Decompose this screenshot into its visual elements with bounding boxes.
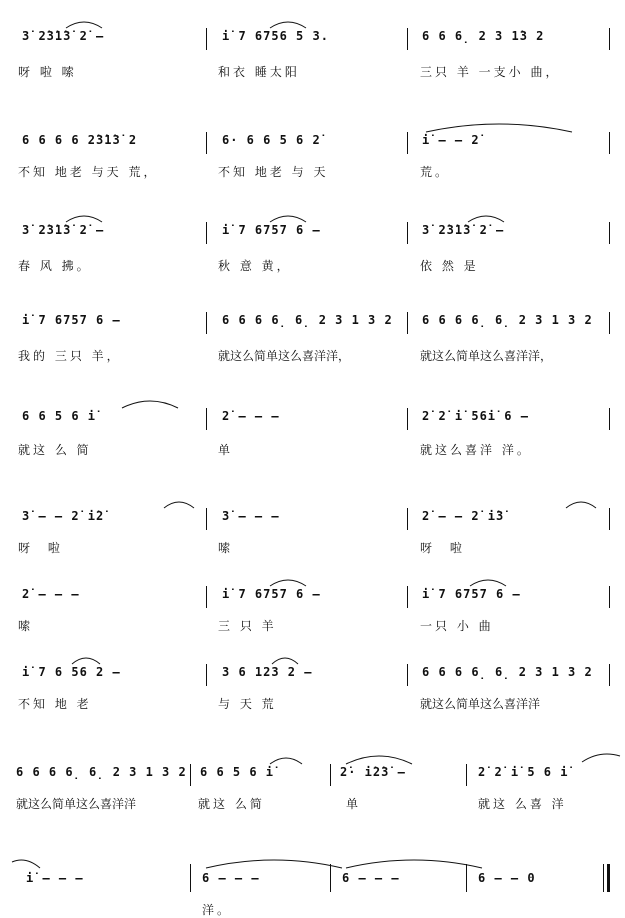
measure-lyrics: 呀 啦 嗦 xyxy=(18,65,77,79)
slur xyxy=(162,498,196,510)
slur xyxy=(268,576,308,588)
measure-notes: 2̇ 2̇ i̇ 5 6 i̇ xyxy=(478,765,569,779)
measure-notes: 6 – – – xyxy=(202,871,260,885)
measure-notes: 6 – – – xyxy=(342,871,400,885)
barline xyxy=(609,222,610,244)
measure-lyrics: 就这 么喜 洋 xyxy=(478,797,567,811)
slur xyxy=(64,212,104,224)
measure-notes: 3̇ – – – xyxy=(222,509,280,523)
measure-lyrics: 单 xyxy=(218,443,234,457)
measure-notes: i̇ 7 6757 6 – xyxy=(222,223,321,237)
final-barline-thin xyxy=(603,864,604,892)
measure-notes: 3̇ 2̇3̇1̇3̇ 2̇ – xyxy=(22,29,105,43)
measure-notes: 6 6 6 6 2̇3̇1̇3̇ 2 xyxy=(22,133,138,147)
measure-notes: i̇ 7 6757 6 – xyxy=(422,587,521,601)
measure-notes: i̇ 7 6757 6 – xyxy=(22,313,121,327)
tie xyxy=(424,120,574,134)
measure-notes: 6 6 6̣ 2 3 1̇3 2 xyxy=(422,29,545,43)
measure-lyrics: 三只 羊 一支小 曲， xyxy=(420,65,561,79)
measure-notes: 2̇ – – – xyxy=(22,587,80,601)
slur xyxy=(268,754,304,766)
measure-notes: 6 6 6 6̣ 6̣ 2 3 1 3 2 xyxy=(16,765,187,779)
measure-notes: i̇ – – – xyxy=(26,871,84,885)
slur xyxy=(120,396,180,410)
tie xyxy=(204,856,344,870)
measure-notes: 6 6 6 6̣ 6̣ 2 3 1 3 2 xyxy=(222,313,393,327)
barline xyxy=(609,664,610,686)
measure-lyrics: 不知 地老 与天 荒， xyxy=(18,165,159,179)
barline xyxy=(407,408,408,430)
measure-lyrics: 荒。 xyxy=(420,165,451,179)
measure-notes: 3̇ – – 2̇ i̇2̇ xyxy=(22,509,105,523)
barline xyxy=(407,132,408,154)
barline xyxy=(407,508,408,530)
measure-lyrics: 嗦 xyxy=(18,619,34,633)
measure-lyrics: 我的 三只 羊， xyxy=(18,349,122,363)
measure-notes: 2̇ – – – xyxy=(222,409,280,423)
measure-lyrics: 不知 地 老 xyxy=(18,697,92,711)
measure-notes: i̇ 7 6757 6 – xyxy=(222,587,321,601)
barline xyxy=(407,664,408,686)
measure-notes: 6· 6 6 5 6 2̇ xyxy=(222,133,321,147)
measure-lyrics: 就这 么 简 xyxy=(18,443,92,457)
measure-lyrics: 呀 啦 xyxy=(420,541,469,555)
barline xyxy=(206,132,207,154)
barline xyxy=(206,222,207,244)
measure-notes: i̇ 7 6 56 2 – xyxy=(22,665,121,679)
barline xyxy=(206,586,207,608)
measure-notes: 2̇ 2̇ i̇ 56i̇ 6 – xyxy=(422,409,529,423)
slur xyxy=(564,498,598,510)
measure-lyrics: 秋 意 黄， xyxy=(218,259,292,273)
measure-lyrics: 和衣 睡太阳 xyxy=(218,65,300,79)
measure-lyrics: 一只 小 曲 xyxy=(420,619,494,633)
barline xyxy=(190,864,191,892)
measure-notes: i̇ – – 2̇ xyxy=(422,133,480,147)
measure-notes: 6 6 6 6̣ 6̣ 2 3 1 3 2 xyxy=(422,665,593,679)
barline xyxy=(407,222,408,244)
barline xyxy=(407,312,408,334)
barline xyxy=(609,586,610,608)
measure-lyrics: 就这么喜洋 洋。 xyxy=(420,443,532,457)
measure-lyrics: 就这 么简 xyxy=(198,797,265,811)
measure-lyrics: 依 然 是 xyxy=(420,259,479,273)
measure-lyrics: 洋。 xyxy=(202,903,233,917)
barline xyxy=(190,764,191,786)
slur xyxy=(468,576,508,588)
measure-notes: 3 6 123 2 – xyxy=(222,665,313,679)
measure-lyrics: 就这么简单这么喜洋洋， xyxy=(218,349,351,363)
barline xyxy=(609,508,610,530)
barline xyxy=(609,312,610,334)
slur xyxy=(466,212,506,224)
barline xyxy=(466,764,467,786)
tie xyxy=(12,858,42,870)
measure-notes: 2̇· i̇2̇3̇ – xyxy=(340,765,406,779)
slur xyxy=(270,654,300,666)
measure-lyrics: 呀 啦 xyxy=(18,541,67,555)
barline xyxy=(609,132,610,154)
barline xyxy=(407,28,408,50)
slur xyxy=(70,654,102,666)
barline xyxy=(609,28,610,50)
measure-lyrics: 就这么简单这么喜洋洋 xyxy=(16,797,137,811)
measure-notes: 3̇ 2̇3̇1̇3̇ 2̇ – xyxy=(422,223,505,237)
measure-notes: 6 – – 0 xyxy=(478,871,536,885)
measure-lyrics: 三 只 羊 xyxy=(218,619,277,633)
measure-lyrics: 春 风 拂。 xyxy=(18,259,92,273)
measure-notes: 6 6 5 6 i̇ xyxy=(22,409,97,423)
measure-lyrics: 就这么简单这么喜洋洋 xyxy=(420,697,541,711)
measure-notes: 6 6 5 6 i̇ xyxy=(200,765,275,779)
tie xyxy=(344,856,484,870)
barline xyxy=(206,508,207,530)
barline xyxy=(609,408,610,430)
slur xyxy=(268,212,308,224)
slur xyxy=(64,18,104,30)
barline xyxy=(206,28,207,50)
slur xyxy=(268,18,308,30)
measure-lyrics: 嗦 xyxy=(218,541,234,555)
barline xyxy=(206,664,207,686)
final-barline-thick xyxy=(607,864,610,892)
barline xyxy=(206,312,207,334)
slur xyxy=(344,752,414,766)
measure-lyrics: 与 天 荒 xyxy=(218,697,277,711)
measure-lyrics: 不知 地老 与 天 xyxy=(218,165,329,179)
measure-notes: 3̇ 2̇3̇1̇3̇ 2̇ – xyxy=(22,223,105,237)
barline xyxy=(330,764,331,786)
barline xyxy=(206,408,207,430)
tie xyxy=(580,752,620,764)
measure-notes: 6 6 6 6̣ 6̣ 2 3 1 3 2 xyxy=(422,313,593,327)
measure-lyrics: 就这么简单这么喜洋洋， xyxy=(420,349,553,363)
measure-notes: i̇ 7 6756 5 3. xyxy=(222,29,329,43)
barline xyxy=(407,586,408,608)
measure-lyrics: 单 xyxy=(346,797,362,811)
measure-notes: 2̇ – – 2̇ i̇3̇ xyxy=(422,509,505,523)
